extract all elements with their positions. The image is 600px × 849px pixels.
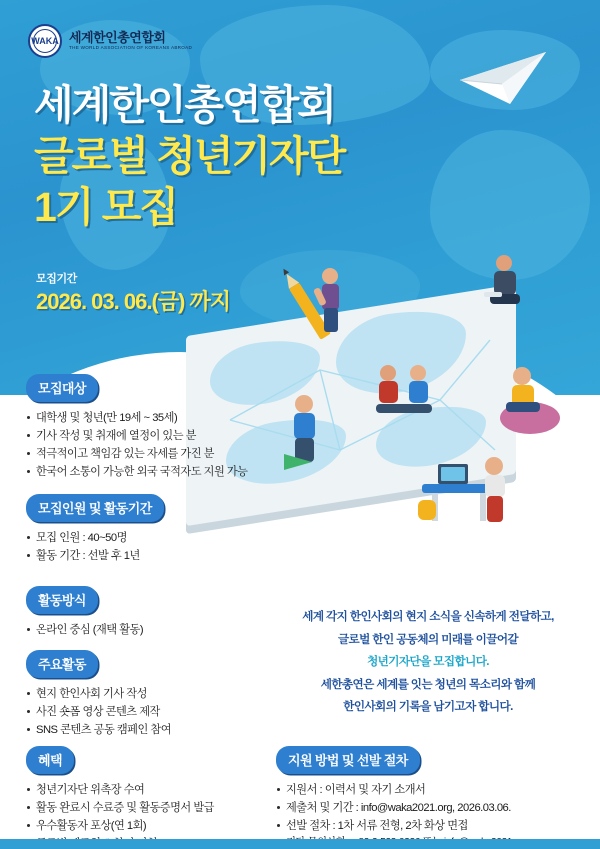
section-list (26, 685, 171, 739)
section-recruit-count (26, 494, 164, 565)
logo-emblem-text: WAKA (33, 29, 57, 53)
list-item: 대학생 및 청년(만 19세 ~ 35세) (26, 409, 248, 427)
poster-body (0, 368, 600, 849)
poster-headline (34, 80, 554, 232)
list-item: 기사 작성 및 취재에 열정이 있는 분 (26, 427, 248, 445)
list-item: SNS 콘텐츠 공동 캠페인 참여 (26, 721, 171, 739)
section-title: 활동방식 (26, 586, 98, 614)
section-list (26, 409, 248, 482)
message-line-4: 세한총연은 세계를 잇는 청년의 목소리와 함께 (320, 677, 536, 691)
list-item: 청년기자단 위촉장 수여 (26, 781, 214, 799)
person-with-pencil (300, 266, 360, 338)
message-line-5: 한인사회의 기록을 남기고자 합니다. (343, 700, 513, 714)
list-item: 적극적이고 책임감 있는 자세를 가진 분 (26, 445, 248, 463)
list-item: 사진 숏폼 영상 콘텐츠 제작 (26, 703, 171, 721)
period-label: 모집기간 (36, 273, 77, 285)
section-title: 모집대상 (26, 374, 98, 402)
list-item: 선발 절차 : 1차 서류 전형, 2차 화상 면접 (276, 817, 530, 835)
list-item: 현지 한인사회 기사 작성 (26, 685, 171, 703)
organization-logo (28, 24, 192, 58)
message-line-1: 세계 각지 한인사회의 현지 소식을 신속하게 전달하고, (302, 610, 554, 623)
section-benefits (26, 746, 214, 849)
section-title: 주요활동 (26, 650, 98, 678)
section-apply-process (276, 746, 530, 849)
list-item: 한국어 소통이 가능한 외국 국적자도 지원 가능 (26, 463, 248, 481)
section-title: 혜택 (26, 746, 74, 774)
section-title: 지원 방법 및 선발 절차 (276, 746, 420, 774)
list-item: 제출처 및 기간 : info@waka2021.org, 2026.03.06. (276, 799, 530, 817)
list-item: 활동 기간 : 선발 후 1년 (26, 547, 164, 565)
list-item: 모집 인원 : 40~50명 (26, 529, 164, 547)
mission-message (278, 608, 578, 721)
headline-line-3: 1기 모집 (34, 183, 178, 230)
headline-line-2: 글로벌 청년기자단 (34, 132, 345, 179)
list-item: 활동 완료시 수료증 및 활동증명서 발급 (26, 799, 214, 817)
period-date: 2026. 03. 06.(금) 까지 (36, 289, 230, 314)
logo-name-ko: 세계한인총연합회 (69, 29, 166, 45)
message-line-3: 청년기자단을 모집합니다. (367, 655, 489, 669)
logo-emblem-icon (28, 24, 62, 58)
footer-strip (0, 839, 600, 849)
section-title: 모집인원 및 활동기간 (26, 494, 164, 522)
person-with-laptop (478, 252, 534, 322)
list-item: 우수활동자 포상(연 1회) (26, 817, 214, 835)
list-item: 온라인 중심 (재택 활동) (26, 621, 143, 639)
section-main-activity (26, 650, 171, 739)
headline-line-1: 세계한인총연합회 (34, 82, 335, 128)
section-list (26, 529, 164, 565)
section-list (26, 621, 143, 639)
message-line-2: 글로벌 한인 공동체의 미래를 이끌어갈 (337, 632, 519, 646)
logo-name-en: THE WORLD ASSOCIATION OF KOREANS ABROAD (69, 45, 193, 51)
list-item: 지원서 : 이력서 및 자기 소개서 (276, 781, 530, 799)
section-recruit-target (26, 374, 248, 482)
section-activity-method (26, 586, 143, 639)
